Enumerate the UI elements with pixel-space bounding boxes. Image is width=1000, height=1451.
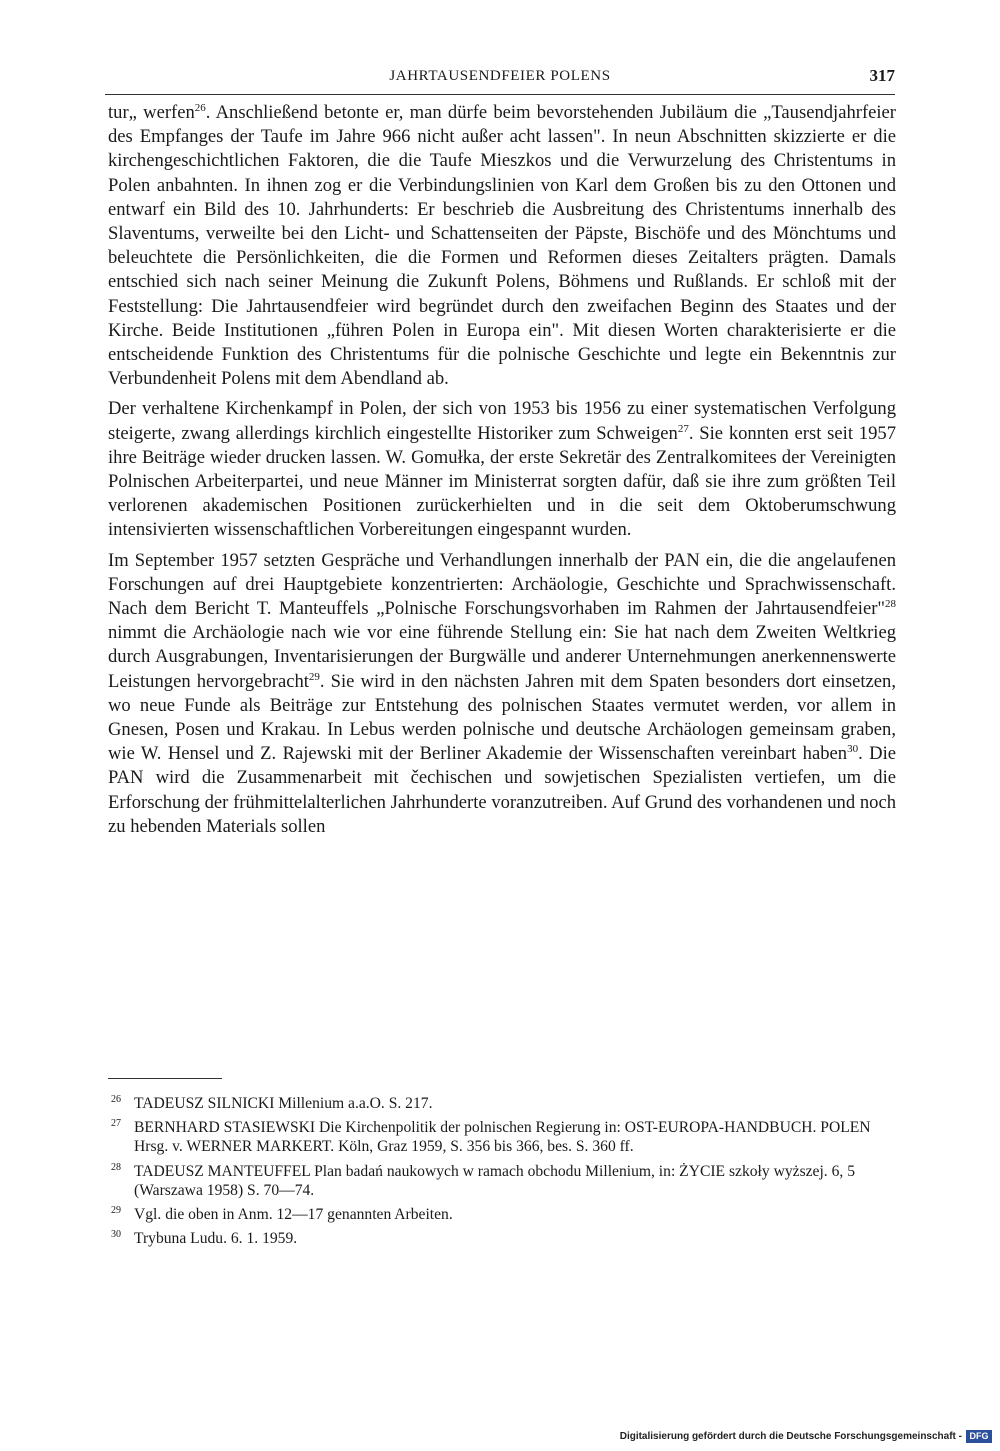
footnote-number: 26: [111, 1094, 121, 1105]
footnote-number: 27: [111, 1118, 121, 1130]
footnotes: [108, 1094, 896, 1253]
dfg-footer: [620, 1429, 992, 1443]
footnote-text: TADEUSZ MANTEUFFEL Plan badań naukowych w ramach obchodu Millenium, in: ŻYCIE szkoły wyższej. 6, 5 (Warszawa 1958) S. 70—74.: [134, 1162, 855, 1199]
footnote-ref: 27: [677, 422, 689, 435]
footnote-number: 30: [111, 1229, 121, 1241]
footnote: [108, 1229, 896, 1248]
dfg-logo-icon: DFG: [966, 1430, 992, 1443]
footnote-ref: 30: [847, 743, 859, 756]
footnote-text: TADEUSZ SILNICKI Millenium a.a.O. S. 217.: [134, 1095, 433, 1112]
page-header: [105, 64, 895, 95]
footnote-rule: [108, 1078, 222, 1079]
footnote: [108, 1118, 896, 1156]
footnote-text: BERNHARD STASIEWSKI Die Kirchenpolitik der polnischen Regierung in: OST-EUROPA-HANDBUCH. POLEN Hrsg. v. WERNER MARKERT. Köln, Graz 1959, S. 356 bis 366, bes. S. 360 ff.: [134, 1119, 871, 1156]
page-number: 317: [869, 66, 895, 85]
footnote-ref: 28: [885, 598, 896, 611]
running-head: JAHRTAUSENDFEIER POLENS: [389, 68, 611, 84]
footnote-text: Vgl. die oben in Anm. 12—17 genannten Arbeiten.: [134, 1206, 453, 1224]
footnote-ref: 26: [194, 102, 206, 114]
footnote-text: Trybuna Ludu. 6. 1. 1959.: [134, 1230, 298, 1248]
footnote: [108, 1205, 896, 1224]
paragraph: Im September 1957 setzten Gespräche und Verhandlungen innerhalb der PAN ein, die die angelaufenen Forschungen auf drei Hauptgebiete konzentrierten: Archäologie, Geschichte und Sprachwissenschaft. Nach dem Bericht T. Manteuffels „Polnische Forschungsvorhaben im Rahmen der Jahrtausendfeier"$^{28}$ nimmt die Archäologie nach wie vor eine führende Stellung ein: Sie hat nach dem Zweiten Weltkrieg durch Ausgrabungen, Inventarisierungen der Burgwälle und anderer Unternehmungen anerkennenswerte Leistungen hervorgebracht$^{29}$. Sie wird in den nächsten Jahren mit dem Spaten besonders dort einsetzen, wo neue Funde als Beiträge zur Entstehung des polnischen Staates vermutet werden, vor allem in Gnesen, Posen und Krakau. In Lebus werden polnische und deutsche Archäologen gemeinsam graben, wie W. Hensel und Z. Rajewski mit der Berliner Akademie der Wissenschaften vereinbart haben$^{30}$. Die PAN wird die Zusammenarbeit mit čechischen und sowjetischen Spezialisten vertiefen, um die Erforschung der frühmittelalterlichen Jahrhunderte voranzutreiben. Auf Grund des vorhandenen und noch zu hebenden Materials sollen: [108, 549, 897, 837]
paragraph: tur„ werfen$^{26}$. Anschließend betonte er, man dürfe beim bevorstehenden Jubiläum die „Tausendjahrfeier des Empfanges der Taufe im Jahre 966 nicht außer acht lassen". In neun Abschnitten skizzierte er die kirchengeschichtlichen Faktoren, die die Taufe Mieszkos und die Verwurzelung des Christentums in Polen anbahnten. In ihnen zog er die Verbindungslinien von Karl dem Großen bis zu den Ottonen und entwarf ein Bild des 10. Jahrhunderts: Er beschrieb die Ausbreitung des Christentums innerhalb des Slaventums, verweilte bei den Licht- und Schattenseiten der Päpste, Bischöfe und des Mönchtums und beleuchtete die Persönlichkeiten, die die Formen und Reformen dieses Zeitalters prägten. Damals entschied sich nach seiner Meinung die Zukunft Polens, Böhmens und Rußlands. Er schloß mit der Feststellung: Die Jahrtausendfeier wird begründet durch den zweifachen Beginn des Staates und der Kirche. Beide Institutionen „führen Polen in Europa ein". Mit diesen Worten charakterisierte er die entscheidende Funktion des Christentums für die polnische Geschichte und legte ein Bekenntnis zur Verbundenheit Polens mit dem Abendland ab.: [108, 102, 896, 390]
body-text: [108, 101, 896, 839]
footnote: [108, 1094, 896, 1113]
dfg-credit: Digitalisierung gefördert durch die Deutsche Forschungsgemeinschaft -: [619, 1430, 962, 1442]
footnote-ref: 29: [308, 670, 320, 683]
footnote-number: 28: [111, 1161, 121, 1173]
paragraph: Der verhaltene Kirchenkampf in Polen, der sich von 1953 bis 1956 zu einer systematischen Verfolgung steigerte, zwang allerdings kirchlich eingestellte Historiker zum Schweigen$^{27}$. Sie konnten erst seit 1957 ihre Beiträge wieder drucken lassen. W. Gomułka, der erste Sekretär des Zentralkomitees der Vereinigten Polnischen Arbeiterpartei, und neue Männer im Ministerrat sorgten dafür, daß sie ihre zum größten Teil verlorenen akademischen Positionen zurückerhielten und in die seit dem Oktoberumschwung intensivierten wissenschaftlichen Vorbereitungen eingespannt wurden.: [108, 398, 896, 541]
footnote-number: 29: [111, 1205, 121, 1217]
footnote: [108, 1162, 896, 1200]
